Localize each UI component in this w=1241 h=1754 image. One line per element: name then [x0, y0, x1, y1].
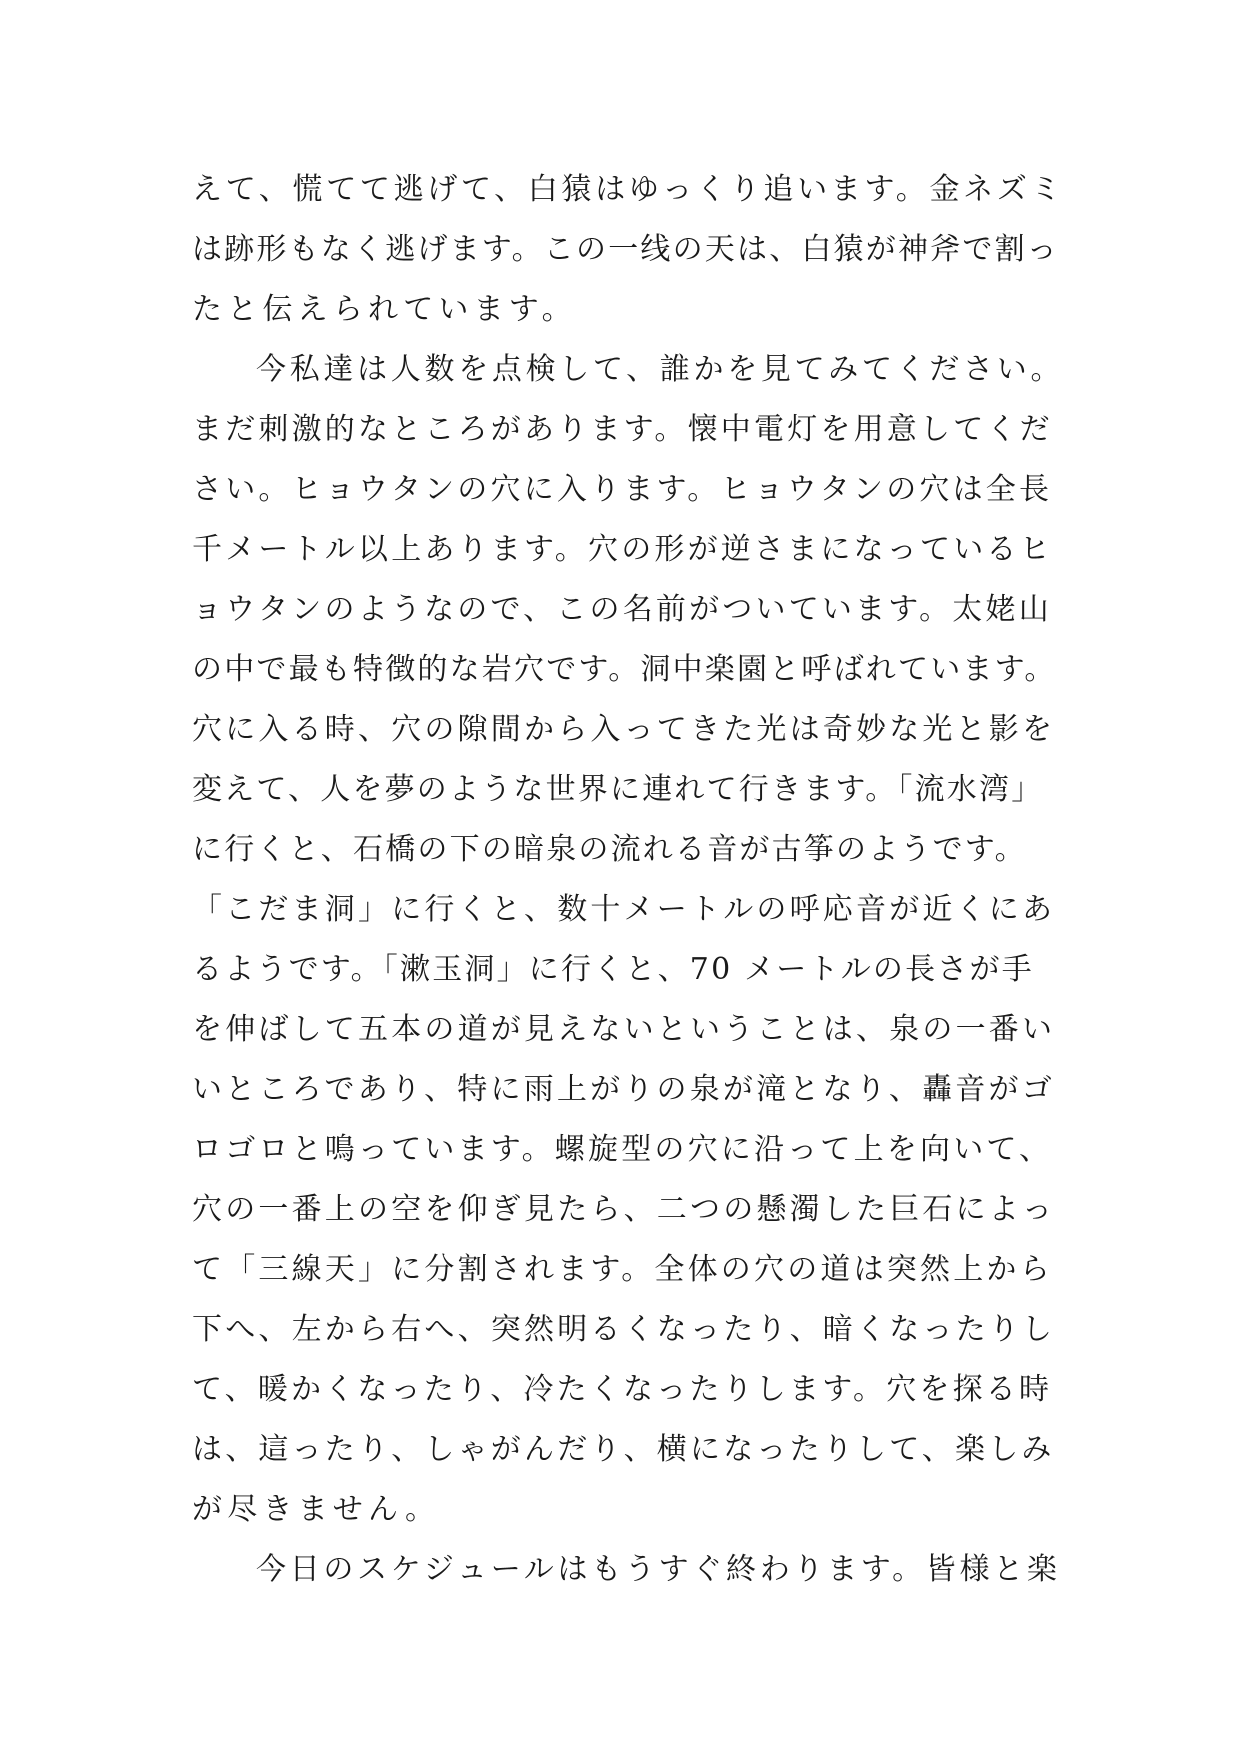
text-line: さい。ヒョウタンの穴に入ります。ヒョウタンの穴は全長 — [192, 472, 1053, 507]
text-line: は、這ったり、しゃがんだり、横になったりして、楽しみ — [192, 1432, 1055, 1467]
text-line: て「三線天」に分割されます。全体の穴の道は突然上から — [192, 1252, 1053, 1287]
text-line: が尽きません。 — [192, 1492, 441, 1527]
paragraph-start-line: 今日のスケジュールはもうすぐ終わります。皆様と楽 — [256, 1552, 1061, 1587]
text-line: 穴に入る時、穴の隙間から入ってきた光は奇妙な光と影を — [192, 712, 1056, 747]
body-text — [192, 160, 1065, 1600]
text-line: たと伝えられています。 — [192, 292, 577, 327]
text-line: は跡形もなく逃げます。この一线の天は、白猿が神斧で割っ — [192, 232, 1059, 267]
text-line: の中で最も特徴的な岩穴です。洞中楽園と呼ばれています。 — [192, 652, 1057, 687]
text-line: ョウタンのようなので、この名前がついています。太姥山 — [192, 592, 1052, 627]
text-line: るようです。「漱玉洞」に行くと、70 メートルの長さが手 — [192, 952, 1034, 987]
paragraph-start-line: 今私達は人数を点検して、誰かを見てみてください。 — [256, 352, 1065, 387]
text-line: まだ刺激的なところがあります。懐中電灯を用意してくだ — [192, 412, 1053, 447]
text-line: 穴の一番上の空を仰ぎ見たら、二つの懸濁した巨石によっ — [192, 1192, 1056, 1227]
text-line: 変えて、人を夢のような世界に連れて行きます。「流水湾」 — [192, 772, 1044, 807]
text-line: えて、慌てて逃げて、白猿はゆっくり追います。金ネズミ — [192, 172, 1065, 207]
text-line: て、暖かくなったり、冷たくなったりします。穴を探る時 — [192, 1372, 1053, 1407]
text-line: ロゴロと鳴っています。螺旋型の穴に沿って上を向いて、 — [192, 1132, 1053, 1167]
text-line: 下へ、左から右へ、突然明るくなったり、暗くなったりし — [192, 1312, 1056, 1347]
text-line: いところであり、特に雨上がりの泉が滝となり、轟音がゴ — [192, 1072, 1055, 1107]
text-line: 「こだま洞」に行くと、数十メートルの呼応音が近くにあ — [192, 892, 1056, 927]
text-line: に行くと、石橋の下の暗泉の流れる音が古筝のようです。 — [192, 832, 1027, 867]
text-line: 千メートル以上あります。穴の形が逆さまになっているヒ — [192, 532, 1053, 567]
text-line: を伸ばして五本の道が見えないということは、泉の一番い — [192, 1012, 1056, 1047]
